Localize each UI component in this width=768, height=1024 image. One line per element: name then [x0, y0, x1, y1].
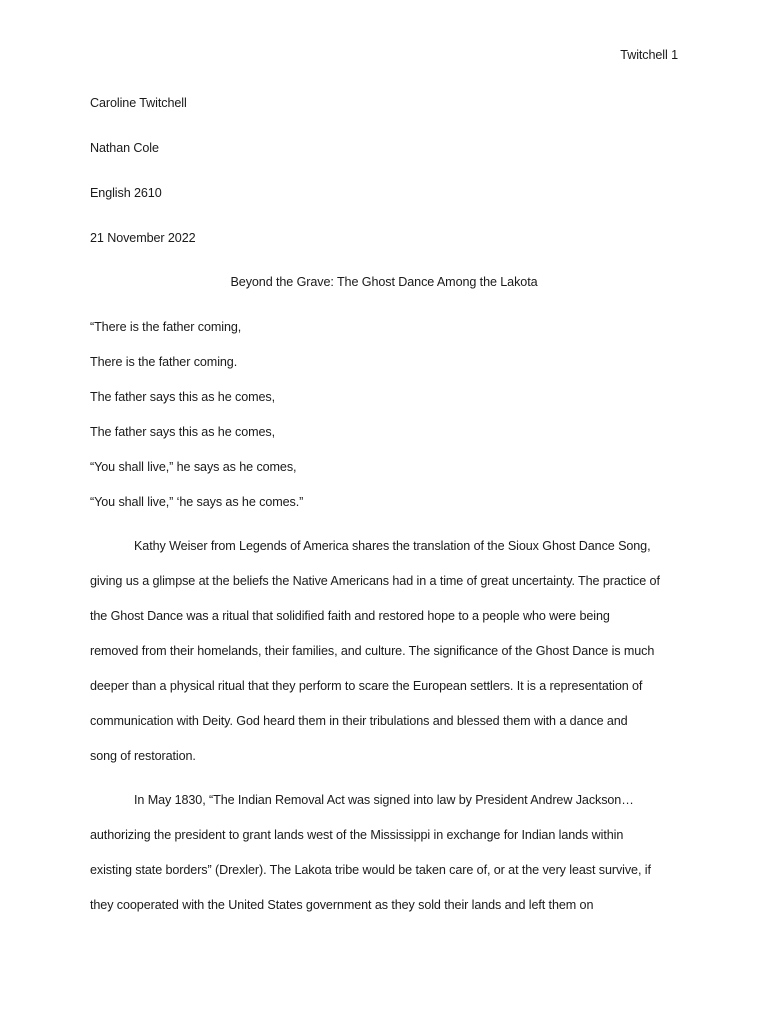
paragraph-1-line: removed from their homelands, their families, and culture. The significance of the Ghost Dance is much [90, 644, 655, 658]
heading-date: 21 November 2022 [90, 231, 196, 245]
paragraph-1-line: giving us a glimpse at the beliefs the Native Americans had in a time of great uncertainty. The practice of [90, 574, 660, 588]
paragraph-2-line: authorizing the president to grant lands west of the Mississippi in exchange for Indian lands within [90, 828, 624, 842]
heading-course: English 2610 [90, 186, 162, 200]
song-line: There is the father coming. [90, 355, 238, 369]
paragraph-1-line: Kathy Weiser from Legends of America shares the translation of the Sioux Ghost Dance Song, [134, 539, 651, 553]
paragraph-2-line: existing state borders” (Drexler). The Lakota tribe would be taken care of, or at the very least survive, if [90, 863, 651, 877]
song-line: “There is the father coming, [90, 320, 242, 334]
paragraph-1-line: communication with Deity. God heard them in their tribulations and blessed them with a dance and [90, 714, 628, 728]
paragraph-1-line: deeper than a physical ritual that they perform to scare the European settlers. It is a representation of [90, 679, 643, 693]
paragraph-2-line: In May 1830, “The Indian Removal Act was signed into law by President Andrew Jackson… [134, 793, 634, 807]
heading-author: Caroline Twitchell [90, 96, 187, 110]
paragraph-2-line: they cooperated with the United States government as they sold their lands and left them on [90, 898, 594, 912]
song-line: The father says this as he comes, [90, 390, 275, 404]
paragraph-1-line: song of restoration. [90, 749, 196, 763]
paragraph-1-line: the Ghost Dance was a ritual that solidified faith and restored hope to a people who were being [90, 609, 610, 623]
song-line: “You shall live,” ‘he says as he comes.” [90, 495, 304, 509]
heading-instructor: Nathan Cole [90, 141, 159, 155]
running-head: Twitchell 1 [620, 48, 678, 62]
song-line: The father says this as he comes, [90, 425, 275, 439]
song-line: “You shall live,” he says as he comes, [90, 460, 297, 474]
document-title: Beyond the Grave: The Ghost Dance Among the Lakota [230, 275, 538, 289]
